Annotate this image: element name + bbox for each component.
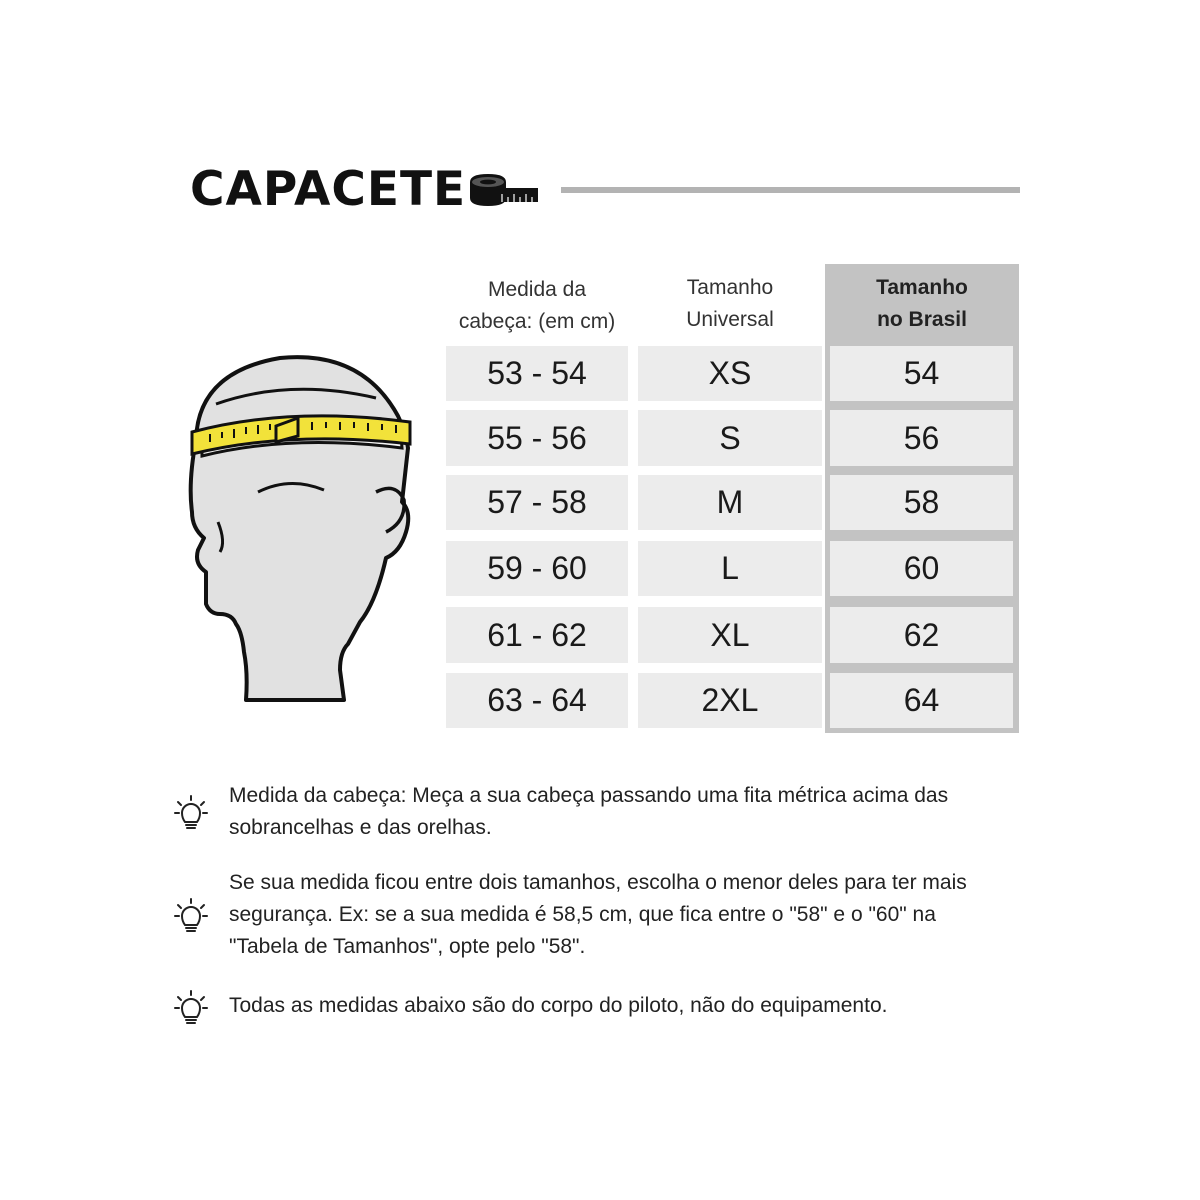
cell-brasil: 58 [830, 475, 1013, 530]
cell-medida: 61 - 62 [446, 607, 628, 663]
cell-universal: M [638, 475, 822, 530]
note-medidas-do-corpo [229, 990, 1039, 1022]
cell-medida: 59 - 60 [446, 541, 628, 596]
cell-universal: XL [638, 607, 822, 663]
header-medida-da-cabeca [446, 274, 628, 338]
lightbulb-icon [174, 897, 208, 935]
cell-medida: 63 - 64 [446, 673, 628, 728]
cell-medida: 53 - 54 [446, 346, 628, 401]
header-tamanho-universal [638, 272, 822, 336]
header-brasil-line1: Tamanho [876, 276, 968, 299]
cell-medida: 57 - 58 [446, 475, 628, 530]
header-brasil-line2: no Brasil [877, 308, 967, 331]
cell-brasil: 62 [830, 607, 1013, 663]
header-medida-line1: Medida da [487, 278, 587, 301]
cell-brasil: 54 [830, 346, 1013, 401]
measuring-tape-icon [466, 170, 540, 210]
lightbulb-icon [174, 794, 208, 832]
header-universal-line2: Universal [686, 308, 774, 331]
header-medida-line2: cabeça: (em cm) [458, 310, 616, 333]
cell-universal: XS [638, 346, 822, 401]
note-line: Todas as medidas abaixo são do corpo do piloto, não do equipamento. [229, 994, 888, 1017]
cell-medida: 55 - 56 [446, 410, 628, 466]
note-medida-da-cabeca [229, 780, 1039, 844]
note-line: Se sua medida ficou entre dois tamanhos, escolha o menor deles para ter mais [229, 871, 967, 894]
cell-brasil: 60 [830, 541, 1013, 596]
header-tamanho-brasil [825, 272, 1019, 336]
lightbulb-icon [174, 989, 208, 1027]
head-with-measuring-tape-illustration [180, 352, 420, 712]
title-divider-rule [561, 187, 1020, 193]
note-line: Medida da cabeça: Meça a sua cabeça passando uma fita métrica acima das [229, 784, 949, 807]
note-entre-dois-tamanhos [229, 867, 1039, 963]
cell-brasil: 56 [830, 410, 1013, 466]
cell-universal: 2XL [638, 673, 822, 728]
note-line: sobrancelhas e das orelhas. [229, 816, 492, 839]
note-line: "Tabela de Tamanhos", opte pelo "58". [229, 935, 586, 958]
header-universal-line1: Tamanho [686, 276, 774, 299]
note-line: segurança. Ex: se a sua medida é 58,5 cm, que fica entre o "58" e o "60" na [229, 903, 936, 926]
cell-universal: S [638, 410, 822, 466]
cell-universal: L [638, 541, 822, 596]
cell-brasil: 64 [830, 673, 1013, 728]
page-title: CAPACETE [190, 162, 467, 217]
